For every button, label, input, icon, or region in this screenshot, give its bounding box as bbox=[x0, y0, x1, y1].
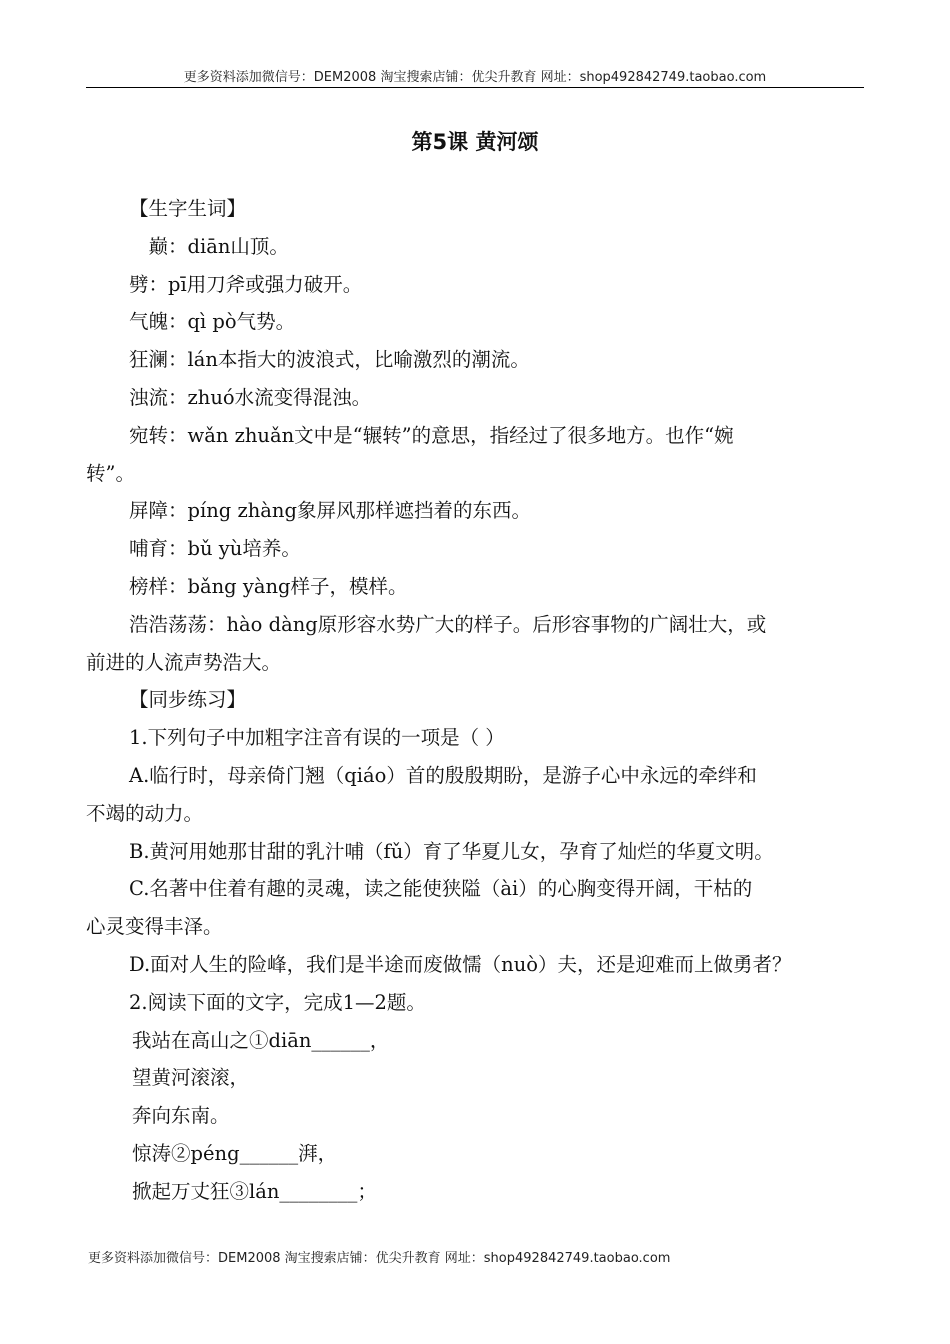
page-footer: 更多资料添加微信号：DEM2008 淘宝搜索店铺：优尖升教育 网址：shop492842749.taobao.com bbox=[88, 1251, 671, 1266]
option-d: D.面对人生的险峰，我们是半途而废做懦（nuò）夫，还是迎难而上做勇者？ bbox=[129, 952, 792, 976]
page-title: 第5课 黄河颂 bbox=[411, 130, 539, 154]
option-c: C.名著中住着有趣的灵魂，读之能使狭隘（ài）的心胸变得开阔，干枯的 bbox=[129, 877, 753, 901]
vocab-entry: 浊流：zhuó水流变得混浊。 bbox=[129, 385, 372, 409]
option-c-continued: 心灵变得丰泽。 bbox=[86, 915, 223, 939]
option-b: B.黄河用她那甘甜的乳汁哺（fǔ）育了华夏儿女，孕育了灿烂的华夏文明。 bbox=[129, 839, 774, 863]
poem-line: 奔向东南。 bbox=[132, 1104, 230, 1128]
page-header: 更多资料添加微信号：DEM2008 淘宝搜索店铺：优尖升教育 网址：shop492842749.taobao.com bbox=[183, 70, 767, 85]
question-1: 1.下列句子中加粗字注音有误的一项是（ ） bbox=[129, 726, 505, 750]
poem-line: 望黄河滚滚， bbox=[132, 1066, 250, 1090]
vocab-entry: 劈：pī用刀斧或强力破开。 bbox=[129, 272, 363, 296]
question-2: 2.阅读下面的文字，完成1—2题。 bbox=[129, 990, 426, 1014]
vocab-entry: 狂澜：lán本指大的波浪式，比喻激烈的潮流。 bbox=[129, 348, 530, 372]
poem-line: 我站在高山之①diān______， bbox=[132, 1028, 390, 1052]
section-heading-vocabulary: 【生字生词】 bbox=[129, 197, 247, 220]
vocab-entry: 浩浩荡荡：hào dàng原形容水势广大的样子。后形容事物的广阔壮大，或 bbox=[129, 612, 767, 636]
vocab-entry: 屏障：píng zhàng象屏风那样遮挡着的东西。 bbox=[129, 499, 531, 523]
option-a-continued: 不竭的动力。 bbox=[86, 801, 204, 825]
vocab-entry-continued: 前进的人流声势浩大。 bbox=[86, 650, 282, 674]
poem-line: 掀起万丈狂③lán________； bbox=[132, 1179, 377, 1203]
header-divider bbox=[86, 87, 864, 88]
vocab-entry: 气魄：qì pò气势。 bbox=[129, 310, 296, 334]
document-body bbox=[86, 190, 864, 1211]
option-a: A.临行时，母亲倚门翘（qiáo）首的殷殷期盼，是游子心中永远的牵绊和 bbox=[129, 763, 757, 787]
poem-line: 惊涛②péng______湃， bbox=[132, 1141, 338, 1165]
vocab-entry: 巅：diān山顶。 bbox=[129, 234, 289, 258]
vocab-entry: 宛转：wǎn zhuǎn文中是“辗转”的意思，指经过了很多地方。也作“婉 bbox=[129, 423, 734, 447]
section-heading-practice: 【同步练习】 bbox=[129, 688, 247, 712]
vocab-entry: 哺育：bǔ yù培养。 bbox=[129, 537, 301, 561]
vocab-entry: 榜样：bǎng yàng样子，模样。 bbox=[129, 574, 408, 598]
vocab-entry-continued: 转”。 bbox=[86, 461, 135, 485]
